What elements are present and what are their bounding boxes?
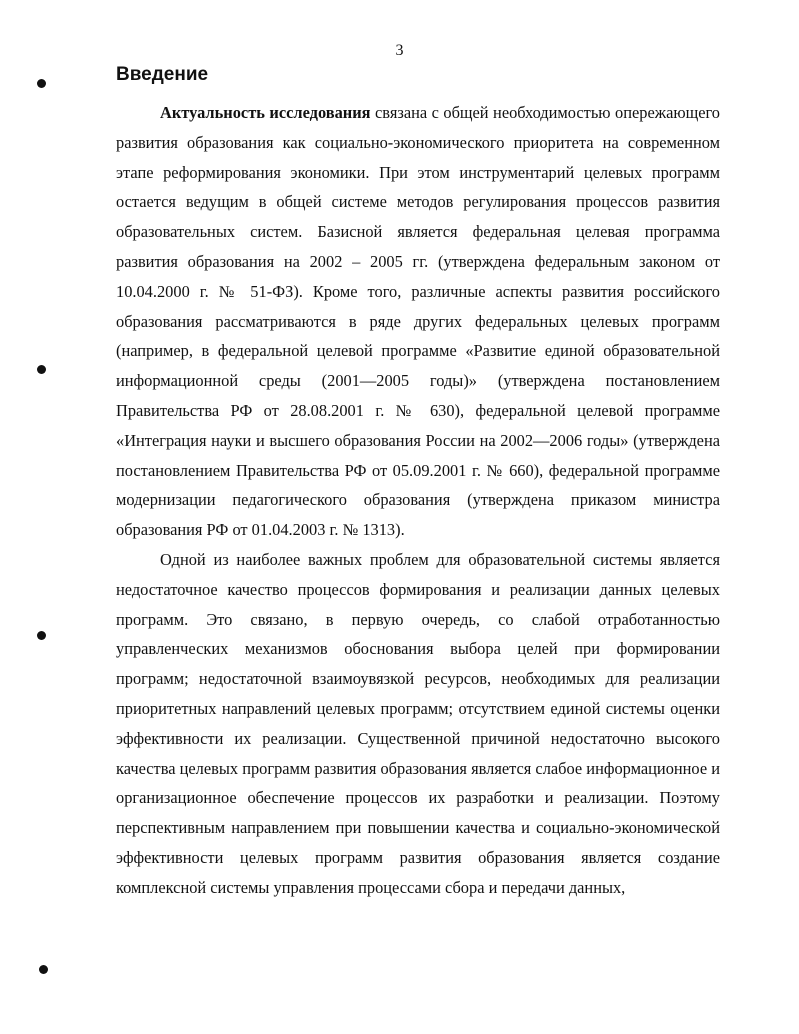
paragraph-text: Одной из наиболее важных проблем для образовательной системы является недостаточное качество процессов формирования и реализации данных целевых программ. Это связано, в первую очередь, со слабой отработанностью управленческих механизмов обоснования выбора целей при формировании программ; недостаточной взаимоувязкой ресурсов, необходимых для реализации приоритетных направлений целевых программ; отсутствием единой системы оценки эффективности их реализации. Существенной причиной недостаточно высокого качества целевых программ развития образования является слабое информационное и организационное обеспечение процессов их разработки и реализации. Поэтому перспективным направлением при повышении качества и социально-экономической эффективности целевых программ развития образования является создание комплексной системы управления процессами сбора и передачи данных, <box>116 549 720 897</box>
section-heading: Введение <box>116 64 209 85</box>
body-text <box>116 98 720 903</box>
binder-hole-mark <box>37 79 46 88</box>
paragraph-relevance <box>116 98 720 545</box>
paragraph-problems <box>116 545 720 903</box>
page-number: 3 <box>395 42 404 59</box>
binder-hole-mark <box>37 631 46 640</box>
binder-hole-mark <box>37 365 46 374</box>
paragraph-text: связана с общей необходимостью опережающего развития образования как социально-экономического приоритета на современном этапе реформирования экономики. При этом инструментарий целевых программ остается ведущим в общей системе методов регулирования процессов развития образовательных систем. Базисной является федеральная целевая программа развития образования на 2002 – 2005 гг. (утверждена федеральным законом от 10.04.2000 г. № 51-ФЗ). Кроме того, различные аспекты развития российского образования рассматриваются в ряде других федеральных целевых программ (например, в федеральной целевой программе «Развитие единой образовательной информационной среды (2001—2005 годы)» (утверждена постановлением Правительства РФ от 28.08.2001 г. № 630), федеральной целевой программе «Интеграция науки и высшего образования России на 2002—2006 годы» (утверждена постановлением Правительства РФ от 05.09.2001 г. № 660), федеральной программе модернизации педагогического образования (утверждена приказом министра образования РФ от 01.04.2003 г. № 1313). <box>116 103 720 540</box>
paragraph-lead: Актуальность исследования <box>160 103 371 122</box>
binder-hole-mark <box>39 965 48 974</box>
